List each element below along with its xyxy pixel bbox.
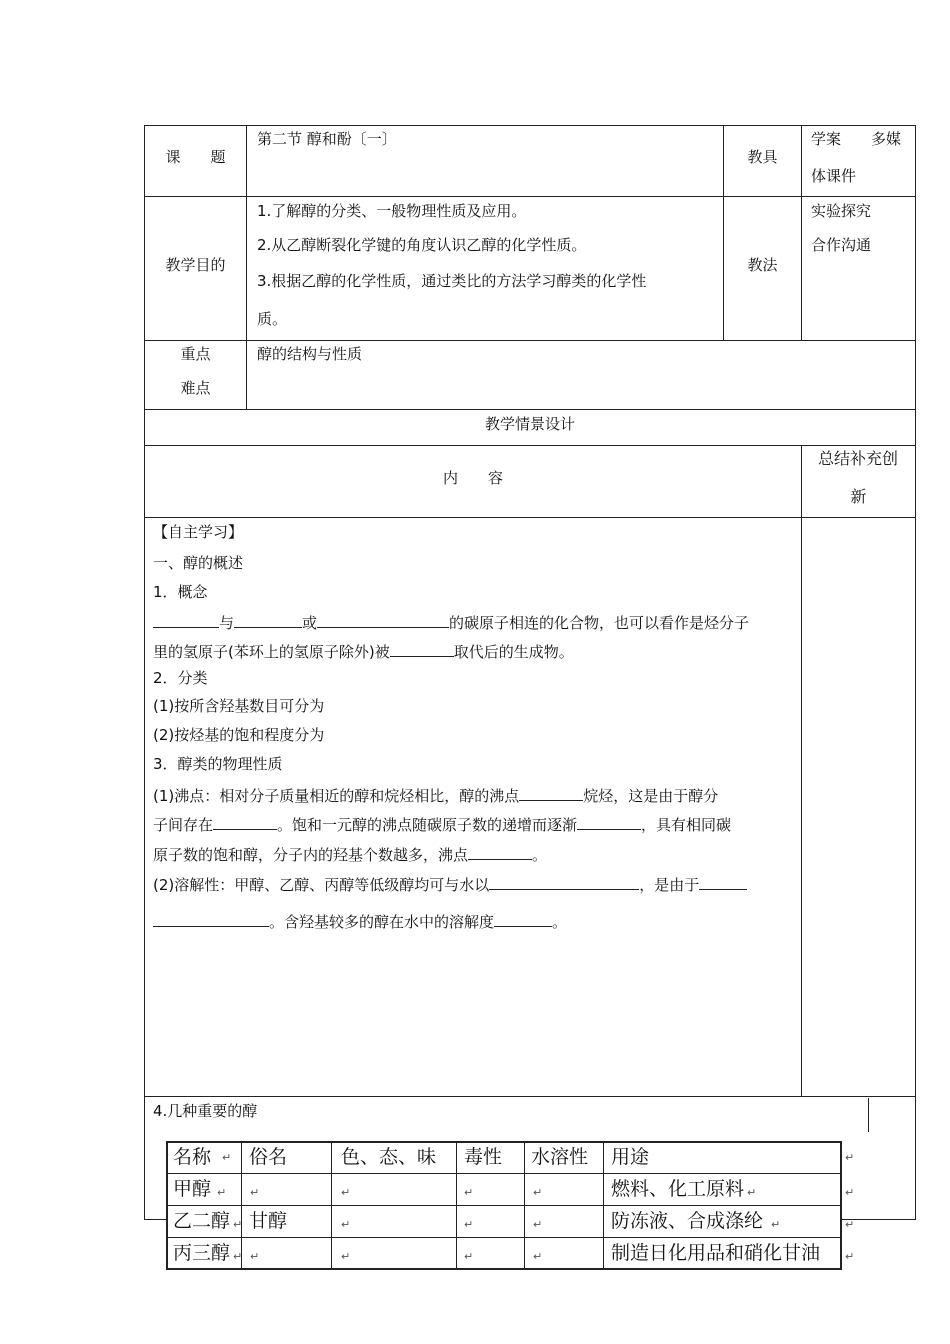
return-mark: ↵ bbox=[533, 1250, 543, 1263]
classify-item: (1)按所含羟基数目可分为 bbox=[153, 697, 325, 715]
col-header-appearance: 色、态、味 bbox=[341, 1146, 437, 1168]
concept-text: 的碳原子相连的化合物，也可以看作是烃分子 bbox=[449, 614, 750, 632]
aids-value-line2: 体课件 bbox=[811, 167, 857, 185]
classify-item: (2)按烃基的饱和程度分为 bbox=[153, 726, 325, 744]
return-mark: ↵ bbox=[845, 1151, 855, 1164]
alcohol-table-row-line bbox=[166, 1173, 842, 1174]
design-title: 教学情景设计 bbox=[484, 415, 575, 433]
classify-heading: 2．分类 bbox=[153, 669, 208, 687]
fill-blank bbox=[468, 845, 532, 860]
method-value-line2: 合作沟通 bbox=[811, 236, 872, 254]
cell-uses: 防冻液、合成涤纶 bbox=[611, 1210, 764, 1232]
return-mark: ↵ bbox=[533, 1186, 543, 1199]
fill-blank bbox=[577, 815, 641, 830]
goal-item: 2.从乙醇断裂化学键的角度认识乙醇的化学性质。 bbox=[257, 236, 587, 254]
alcohol-table-row-line bbox=[166, 1237, 842, 1238]
return-mark: ↵ bbox=[771, 1218, 781, 1231]
return-mark: ↵ bbox=[747, 1186, 757, 1199]
cell-name: 甲醇 bbox=[173, 1178, 212, 1200]
fill-blank bbox=[153, 613, 219, 628]
return-mark: ↵ bbox=[222, 1151, 232, 1164]
concept-text: 与 bbox=[219, 614, 235, 632]
topic-label: 课 题 bbox=[165, 148, 226, 166]
alcohol-table-col-line bbox=[603, 1141, 604, 1270]
content-header: 内 容 bbox=[442, 469, 503, 487]
solubility-text: 。 bbox=[552, 913, 568, 931]
return-mark: ↵ bbox=[845, 1218, 855, 1231]
concept-line1 bbox=[153, 613, 749, 631]
alcohol-table-col-line bbox=[331, 1141, 332, 1270]
return-mark: ↵ bbox=[233, 1250, 243, 1263]
boiling-text: (1)沸点：相对分子质量相近的醇和烷烃相比，醇的沸点 bbox=[153, 787, 520, 805]
goals-label: 教学目的 bbox=[165, 256, 226, 274]
boiling-text: 。 bbox=[532, 846, 548, 864]
fill-blank bbox=[317, 613, 449, 628]
col-divider bbox=[246, 125, 247, 409]
key-value: 醇的结构与性质 bbox=[257, 345, 363, 363]
cell-name: 丙三醇 bbox=[173, 1242, 231, 1264]
alcohol-table-col-line bbox=[524, 1141, 525, 1270]
solubility-text: ，是由于 bbox=[639, 876, 700, 894]
cell-uses: 制造日化用品和硝化甘油 bbox=[611, 1242, 821, 1264]
return-mark: ↵ bbox=[341, 1218, 351, 1231]
method-label: 教法 bbox=[747, 256, 778, 274]
stray-line bbox=[868, 1098, 869, 1132]
col-header-name: 名称 bbox=[173, 1146, 212, 1168]
col-header-uses: 用途 bbox=[611, 1146, 650, 1168]
return-mark: ↵ bbox=[464, 1250, 474, 1263]
solubility-text: (2)溶解性：甲醇、乙醇、丙醇等低级醇均可与水以 bbox=[153, 876, 490, 894]
method-value-line1: 实验探究 bbox=[811, 202, 872, 220]
return-mark: ↵ bbox=[233, 1218, 243, 1231]
concept-text: 或 bbox=[302, 614, 318, 632]
concept-text: 取代后的生成物。 bbox=[453, 643, 574, 661]
col-divider bbox=[801, 125, 802, 340]
topic-value: 第二节 醇和酚〔一〕 bbox=[257, 130, 397, 148]
return-mark: ↵ bbox=[217, 1186, 227, 1199]
boiling-line1 bbox=[153, 786, 718, 804]
return-mark: ↵ bbox=[250, 1250, 260, 1263]
row-divider bbox=[144, 409, 916, 410]
fill-blank bbox=[494, 912, 552, 927]
key-label-line1: 重点 bbox=[180, 345, 211, 363]
aids-label: 教具 bbox=[747, 148, 778, 166]
section-heading: 一、醇的概述 bbox=[153, 554, 244, 572]
fill-blank bbox=[213, 815, 277, 830]
fill-blank bbox=[390, 642, 454, 657]
key-label-line2: 难点 bbox=[180, 379, 211, 397]
return-mark: ↵ bbox=[845, 1186, 855, 1199]
concept-text: 里的氢原子(苯环上的氢原子除外)被 bbox=[153, 643, 390, 661]
section4-heading: 4.几种重要的醇 bbox=[153, 1102, 258, 1120]
boiling-line2 bbox=[153, 815, 731, 833]
summary-header-line2: 新 bbox=[850, 487, 867, 506]
concept-line2 bbox=[153, 642, 574, 660]
cell-uses: 燃料、化工原料 bbox=[611, 1178, 745, 1200]
alcohol-table-border bbox=[166, 1268, 842, 1270]
return-mark: ↵ bbox=[464, 1218, 474, 1231]
fill-blank bbox=[489, 875, 639, 890]
alcohol-table-col-line bbox=[166, 1141, 168, 1270]
goal-item: 1.了解醇的分类、一般物理性质及应用。 bbox=[257, 202, 527, 220]
solubility-text: 。含羟基较多的醇在水中的溶解度 bbox=[269, 913, 495, 931]
table-right-border bbox=[915, 125, 916, 1219]
return-mark: ↵ bbox=[533, 1218, 543, 1231]
return-mark: ↵ bbox=[845, 1250, 855, 1263]
self-study-heading: 【自主学习】 bbox=[153, 523, 244, 541]
return-mark: ↵ bbox=[464, 1186, 474, 1199]
aids-value-line1: 学案 多媒 bbox=[811, 130, 902, 148]
return-mark: ↵ bbox=[250, 1186, 260, 1199]
table-left-border bbox=[144, 125, 145, 1219]
fill-blank bbox=[699, 875, 747, 890]
boiling-line3 bbox=[153, 845, 547, 863]
col-divider bbox=[801, 445, 802, 1096]
row-divider bbox=[144, 340, 916, 341]
alcohol-table-col-line bbox=[456, 1141, 457, 1270]
row-divider bbox=[144, 1096, 916, 1097]
goal-item: 3.根据乙醇的化学性质，通过类比的方法学习醇类的化学性 bbox=[257, 272, 647, 290]
alcohol-table-col-line bbox=[840, 1141, 842, 1270]
physical-heading: 3．醇类的物理性质 bbox=[153, 755, 283, 773]
fill-blank bbox=[234, 613, 302, 628]
cell-common-name: 甘醇 bbox=[249, 1210, 288, 1232]
solubility-line2 bbox=[153, 912, 567, 930]
boiling-text: 。饱和一元醇的沸点随碳原子数的递增而逐渐 bbox=[277, 816, 578, 834]
cell-name: 乙二醇 bbox=[173, 1210, 231, 1232]
goal-item: 质。 bbox=[257, 310, 288, 328]
return-mark: ↵ bbox=[341, 1186, 351, 1199]
fill-blank bbox=[519, 786, 583, 801]
boiling-text: 烷烃，这是由于醇分 bbox=[583, 787, 719, 805]
boiling-text: ，具有相同碳 bbox=[641, 816, 732, 834]
col-header-common-name: 俗名 bbox=[249, 1146, 288, 1168]
summary-header-line1: 总结补充创 bbox=[818, 449, 899, 468]
concept-heading: 1．概念 bbox=[153, 583, 208, 601]
fill-blank bbox=[153, 912, 269, 927]
alcohol-table-border bbox=[166, 1141, 842, 1143]
col-header-toxicity: 毒性 bbox=[464, 1146, 503, 1168]
return-mark: ↵ bbox=[341, 1250, 351, 1263]
alcohol-table-row-line bbox=[166, 1205, 842, 1206]
col-header-solubility: 水溶性 bbox=[531, 1146, 589, 1168]
boiling-text: 原子数的饱和醇，分子内的羟基个数越多，沸点 bbox=[153, 846, 469, 864]
boiling-text: 子间存在 bbox=[153, 816, 214, 834]
solubility-line1 bbox=[153, 875, 747, 893]
